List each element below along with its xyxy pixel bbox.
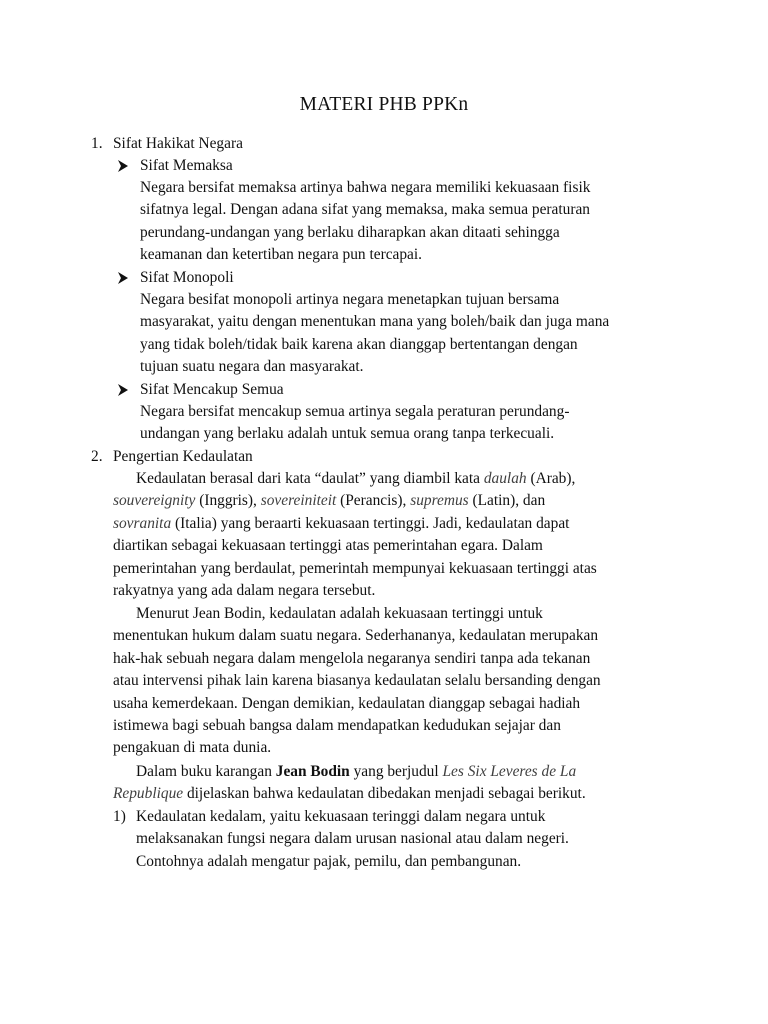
- list-item-body: [136, 806, 696, 873]
- section-number: 1.: [91, 135, 103, 152]
- italic-term: sovereiniteit: [260, 492, 337, 510]
- text-run: (Perancis),: [336, 492, 411, 510]
- text-run: yang berjudul: [349, 763, 443, 780]
- text-line: Kedaulatan kedalam, yaitu kekuasaan teringgi dalam negara untuk: [136, 808, 546, 825]
- text-run: (Arab),: [526, 470, 576, 487]
- paragraph-kedaulatan-origin: [113, 468, 683, 602]
- text-run: (Italia) yang beraarti kekuasaan tertinggi. Jadi, kedaulatan dapat: [171, 514, 570, 532]
- italic-book-title: Republique: [113, 785, 184, 803]
- italic-term: sovranita: [113, 514, 172, 532]
- section-number: 2.: [91, 448, 103, 465]
- text-line: [113, 513, 683, 535]
- text-line: masyarakat, yaitu dengan menentukan mana yang boleh/baik dan juga mana: [140, 313, 610, 331]
- paragraph-jean-bodin-definition: [113, 603, 683, 760]
- section-heading: Pengertian Kedaulatan: [113, 448, 253, 465]
- sub-item-heading: Sifat Memaksa: [140, 157, 233, 174]
- text-run: Kedaulatan berasal dari kata “daulat” yang diambil kata: [136, 470, 484, 487]
- text-line: tujuan suatu negara dan masyarakat.: [140, 358, 364, 376]
- text-line: yang tidak boleh/tidak baik karena akan dianggap bertentangan dengan: [140, 335, 578, 353]
- text-line: melaksanakan fungsi negara dalam urusan nasional atau dalam negeri.: [136, 830, 569, 848]
- text-line: [113, 783, 683, 805]
- arrowhead-bullet-icon: [117, 267, 133, 289]
- italic-book-title: Les Six Leveres de La: [442, 763, 577, 780]
- page-title: MATERI PHB PPKn: [299, 94, 469, 115]
- text-run: (Latin), dan: [468, 492, 546, 510]
- text-line: Menurut Jean Bodin, kedaulatan adalah kekuasaan tertinggi untuk: [136, 605, 543, 622]
- section-heading: Sifat Hakikat Negara: [113, 135, 243, 152]
- bold-author-name: Jean Bodin: [275, 763, 350, 780]
- text-line: keamanan dan ketertiban negara pun tercapai.: [140, 246, 423, 264]
- text-run: (Inggris),: [195, 492, 261, 510]
- text-line: pemerintahan yang berdaulat, pemerintah mempunyai kekuasaan tertinggi atas: [113, 559, 597, 577]
- italic-term: supremus: [410, 492, 469, 510]
- italic-term: souvereignity: [113, 492, 196, 510]
- text-line: Negara bersifat memaksa artinya bahwa negara memiliki kekuasaan fisik: [140, 179, 591, 196]
- text-line: pengakuan di mata dunia.: [113, 739, 272, 757]
- text-line: istimewa bagi sebuah bangsa dalam mendapatkan kedudukan sejajar dan: [113, 717, 561, 735]
- sub-item-heading: Sifat Mencakup Semua: [140, 381, 284, 398]
- italic-term: daulah: [483, 470, 527, 487]
- list-number: 1): [113, 808, 126, 825]
- text-line: Contohnya adalah mengatur pajak, pemilu, dan pembangunan.: [136, 852, 522, 870]
- text-line: [113, 468, 683, 490]
- text-line: usaha kemerdekaan. Dengan demikian, kedaulatan dianggap sebagai hadiah: [113, 694, 581, 712]
- text-line: diartikan sebagai kekuasaan tertinggi atas pemerintahan egara. Dalam: [113, 537, 543, 555]
- arrowhead-bullet-icon: [117, 379, 133, 401]
- text-run: dijelaskan bahwa kedaulatan dibedakan menjadi sebagai berikut.: [183, 785, 586, 803]
- sub-item-body: [140, 289, 680, 379]
- text-line: Negara besifat monopoli artinya negara menetapkan tujuan bersama: [140, 291, 560, 308]
- text-line: undangan yang berlaku adalah untuk semua orang tanpa terkecuali.: [140, 425, 555, 443]
- text-line: rakyatnya yang ada dalam negara tersebut.: [113, 582, 376, 600]
- text-line: sifatnya legal. Dengan adana sifat yang memaksa, maka semua peraturan: [140, 201, 590, 219]
- text-line: [113, 490, 683, 512]
- text-line: atau intervensi pihak lain karena biasanya kedaulatan selalu bersanding dengan: [113, 672, 601, 690]
- sub-item-body: [140, 401, 680, 446]
- paragraph-book-reference: [113, 761, 683, 806]
- text-line: [113, 761, 683, 783]
- text-line: Negara bersifat mencakup semua artinya segala peraturan perundang-: [140, 403, 570, 420]
- sub-item-body: [140, 177, 680, 267]
- text-run: Dalam buku karangan: [136, 763, 276, 780]
- arrowhead-bullet-icon: [117, 155, 133, 177]
- text-line: perundang-undangan yang berlaku diharapkan akan ditaati sehingga: [140, 223, 560, 241]
- text-line: menentukan hukum dalam suatu negara. Sederhananya, kedaulatan merupakan: [113, 627, 599, 645]
- text-line: hak-hak sebuah negara dalam mengelola negaranya sendiri tanpa ada tekanan: [113, 649, 591, 667]
- sub-item-heading: Sifat Monopoli: [140, 269, 234, 286]
